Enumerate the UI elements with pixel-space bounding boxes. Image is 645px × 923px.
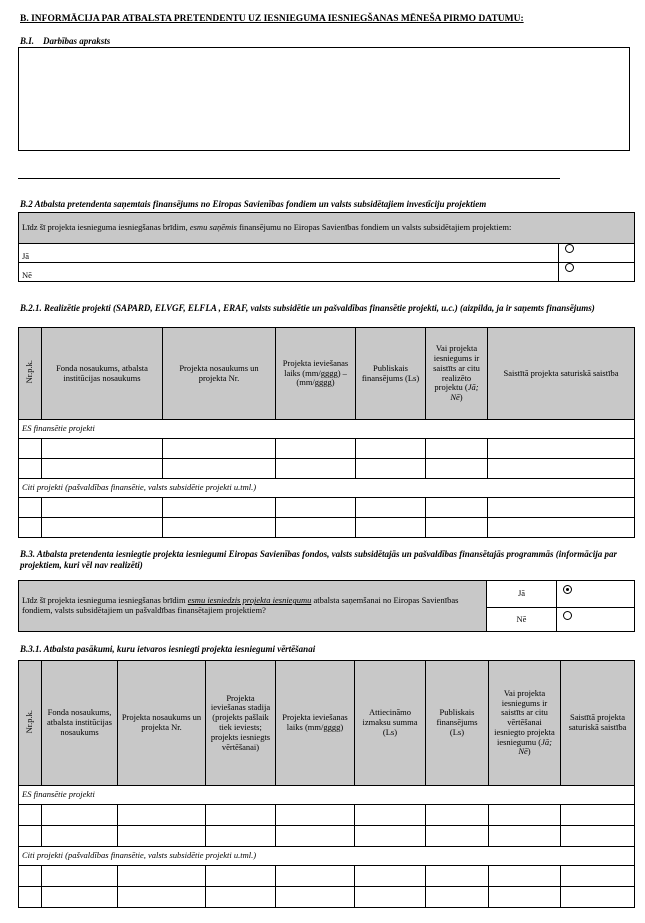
table-cell[interactable]: [42, 866, 118, 887]
b3-submitted-table: [18, 580, 635, 632]
table-cell[interactable]: [489, 826, 561, 847]
b21-group-other: Citi projekti (pašvaldības finansētie, valsts subsidētie projekti u.tml.): [19, 479, 635, 498]
b31-title: B.3.1. Atbalsta pasākumi, kuru ietvaros iesniegti projekta iesniegumi vērtēšanai: [20, 644, 316, 654]
b3-option-yes-cell: [557, 581, 635, 608]
b31-col-linked: [489, 661, 561, 786]
table-cell[interactable]: [561, 887, 635, 908]
b2-question-text-2: finansējumu no Eiropas Savienības fondiem un valsts subsidētajiem projektiem:: [236, 222, 512, 233]
b21-linked-end: ): [459, 392, 463, 403]
b31-col-relation: Saistītā projekta saturiskā saistība: [561, 661, 635, 786]
table-cell[interactable]: [561, 866, 635, 887]
table-cell[interactable]: [356, 518, 426, 538]
b3-yes-radio[interactable]: [563, 585, 572, 594]
table-cell[interactable]: [488, 439, 635, 459]
b31-col-fund: Fonda nosaukums, atbalsta institūcijas nosaukums: [42, 661, 118, 786]
b31-col-eligible: Attiecināmo izmaksu summa (Ls): [355, 661, 426, 786]
table-cell[interactable]: [42, 805, 118, 826]
table-cell[interactable]: [19, 826, 42, 847]
b31-col-period: Projekta ieviešanas laiks (mm/gggg): [276, 661, 355, 786]
table-cell[interactable]: [163, 498, 276, 518]
section-b-title: B. INFORMĀCIJA PAR ATBALSTA PRETENDENTU UZ IESNIEGUMA IESNIEGŠANAS MĒNEŠA PIRMO DATUMU:: [20, 14, 524, 24]
b21-col-nr: [19, 328, 42, 420]
b21-linked-text: Vai projekta iesniegums ir saistīts ar citu realizēto projektu (: [433, 343, 480, 393]
table-cell[interactable]: [19, 887, 42, 908]
table-row: [19, 459, 635, 479]
table-cell[interactable]: [163, 439, 276, 459]
table-cell[interactable]: [19, 518, 42, 538]
table-cell[interactable]: [356, 459, 426, 479]
table-cell[interactable]: [356, 439, 426, 459]
b2-no-text: Nē: [22, 270, 32, 281]
b2-question-text-italic: esmu saņēmis: [189, 222, 237, 233]
b3-question-text-2: atbalsta saņemšanai no Eiropas Savienības fondiem, valsts subsidētajiem un pašvaldības finansētajiem projektiem?: [22, 595, 459, 615]
b2-yes-radio[interactable]: [565, 244, 574, 253]
b31-linked-end: ): [527, 746, 531, 757]
table-cell[interactable]: [561, 826, 635, 847]
b1-title: Darbības apraksts: [43, 36, 111, 46]
b2-option-yes-label: [19, 244, 559, 263]
b3-option-yes-label: Jā: [487, 581, 557, 608]
table-cell[interactable]: [276, 459, 356, 479]
b21-linked-italic: Jā; Nē: [450, 382, 479, 403]
table-cell[interactable]: [163, 518, 276, 538]
table-cell[interactable]: [276, 866, 355, 887]
b31-col-nr-text: Nr.p.k.: [24, 709, 35, 734]
table-cell[interactable]: [206, 805, 276, 826]
table-cell[interactable]: [276, 887, 355, 908]
b31-measures-table: [18, 660, 635, 908]
table-cell[interactable]: [489, 866, 561, 887]
table-cell[interactable]: [276, 439, 356, 459]
table-cell[interactable]: [488, 498, 635, 518]
table-row: [19, 866, 635, 887]
table-cell[interactable]: [206, 826, 276, 847]
table-cell[interactable]: [355, 805, 426, 826]
table-cell[interactable]: [118, 887, 206, 908]
b31-col-nr: [19, 661, 42, 786]
b21-col-period: Projekta ieviešanas laiks (mm/gggg) – (mm/gggg): [276, 328, 356, 420]
b3-question: [19, 581, 487, 632]
table-cell[interactable]: [206, 866, 276, 887]
b31-linked-text: Vai projekta iesniegums ir saistīts ar citu vērtēšanai iesniegto projekta iesniegumu (: [494, 687, 555, 747]
table-cell[interactable]: [118, 805, 206, 826]
b21-col-project: Projekta nosaukums un projekta Nr.: [163, 328, 276, 420]
table-cell[interactable]: [426, 459, 488, 479]
b31-col-public: Publiskais finansējums (Ls): [426, 661, 489, 786]
table-cell[interactable]: [355, 866, 426, 887]
table-cell[interactable]: [19, 439, 42, 459]
table-cell[interactable]: [276, 826, 355, 847]
table-cell[interactable]: [276, 518, 356, 538]
b2-question: [19, 213, 635, 244]
table-cell[interactable]: [42, 439, 163, 459]
b2-no-radio[interactable]: [565, 263, 574, 272]
b2-received-funding-table: [18, 212, 635, 282]
table-cell[interactable]: [488, 459, 635, 479]
table-cell[interactable]: [355, 826, 426, 847]
table-cell[interactable]: [19, 498, 42, 518]
table-cell[interactable]: [19, 805, 42, 826]
b3-question-text-italic: esmu iesniedzis projekta iesniegumu: [187, 595, 312, 606]
b21-projects-table: [18, 327, 635, 538]
table-cell[interactable]: [489, 805, 561, 826]
table-row: [19, 439, 635, 459]
table-cell[interactable]: [426, 805, 489, 826]
table-cell[interactable]: [355, 887, 426, 908]
b2-yes-text: Jā: [22, 251, 30, 262]
b2-option-no-label: [19, 263, 559, 282]
b2-question-text-1: Līdz šī projekta iesnieguma iesniegšanas brīdim,: [22, 222, 190, 233]
table-cell[interactable]: [426, 866, 489, 887]
b21-group-es: ES finansētie projekti: [19, 420, 635, 439]
table-cell[interactable]: [118, 826, 206, 847]
b31-col-stage: Projekta ieviešanas stadija (projekts pašlaik tiek ieviests; projekts iesniegts vērtēšanai): [206, 661, 276, 786]
table-cell[interactable]: [426, 887, 489, 908]
b1-label: B.I.: [20, 36, 35, 46]
table-cell[interactable]: [276, 498, 356, 518]
b3-option-no-label: Nē: [487, 608, 557, 632]
b21-col-linked: [426, 328, 488, 420]
table-cell[interactable]: [206, 887, 276, 908]
b21-col-fund: Fonda nosaukums, atbalsta institūcijas nosaukums: [42, 328, 163, 420]
b3-option-no-cell: [557, 608, 635, 632]
divider-line: [18, 178, 560, 179]
table-cell[interactable]: [356, 498, 426, 518]
table-row: [19, 887, 635, 908]
b3-question-text-1: Līdz šī projekta iesnieguma iesniegšanas brīdim: [22, 595, 188, 606]
b3-title: B.3. Atbalsta pretendenta iesniegtie projekta iesniegumi Eiropas Savienības fondos, valsts subsidētajās un pašvaldības finansētajās programmās (informācija par projektiem, kuri vēl nav realizēti): [20, 549, 617, 571]
b31-group-other: Citi projekti (pašvaldības finansētie, valsts subsidētie projekti u.tml.): [19, 847, 635, 866]
b31-group-es: ES finansētie projekti: [19, 786, 635, 805]
table-cell[interactable]: [426, 498, 488, 518]
b31-col-project: Projekta nosaukums un projekta Nr.: [118, 661, 206, 786]
table-cell[interactable]: [426, 439, 488, 459]
b21-col-relation: Saistītā projekta saturiskā saistība: [488, 328, 635, 420]
activity-description-field[interactable]: [18, 47, 630, 151]
table-cell[interactable]: [561, 805, 635, 826]
table-cell[interactable]: [42, 498, 163, 518]
table-cell[interactable]: [19, 459, 42, 479]
b1-heading: [20, 36, 110, 46]
table-cell[interactable]: [42, 826, 118, 847]
table-cell[interactable]: [118, 866, 206, 887]
table-cell[interactable]: [276, 805, 355, 826]
b2-option-yes-cell: [559, 244, 635, 263]
table-cell[interactable]: [42, 518, 163, 538]
table-row: [19, 826, 635, 847]
b21-col-public: Publiskais finansējums (Ls): [356, 328, 426, 420]
b31-linked-italic: Jā; Nē: [518, 736, 552, 757]
table-cell[interactable]: [42, 887, 118, 908]
b2-title: B.2 Atbalsta pretendenta saņemtais finansējums no Eiropas Savienības fondiem un valsts subsidētajiem investīciju projektiem: [20, 199, 487, 209]
table-row: [19, 498, 635, 518]
b21-col-nr-text: Nr.p.k.: [24, 360, 35, 384]
b21-title: B.2.1. Realizētie projekti (SAPARD, ELVGF, ELFLA , ERAF, valsts subsidētie un pašvaldības finansētie projekti, u.c.) (aizpilda, ja ir saņemts finansējums): [20, 303, 595, 313]
table-cell[interactable]: [426, 518, 488, 538]
table-row: [19, 805, 635, 826]
b3-no-radio[interactable]: [563, 611, 572, 620]
table-row: [19, 518, 635, 538]
table-cell[interactable]: [488, 518, 635, 538]
table-cell[interactable]: [42, 459, 163, 479]
table-cell[interactable]: [163, 459, 276, 479]
table-cell[interactable]: [489, 887, 561, 908]
b2-option-no-cell: [559, 263, 635, 282]
table-cell[interactable]: [19, 866, 42, 887]
table-cell[interactable]: [426, 826, 489, 847]
